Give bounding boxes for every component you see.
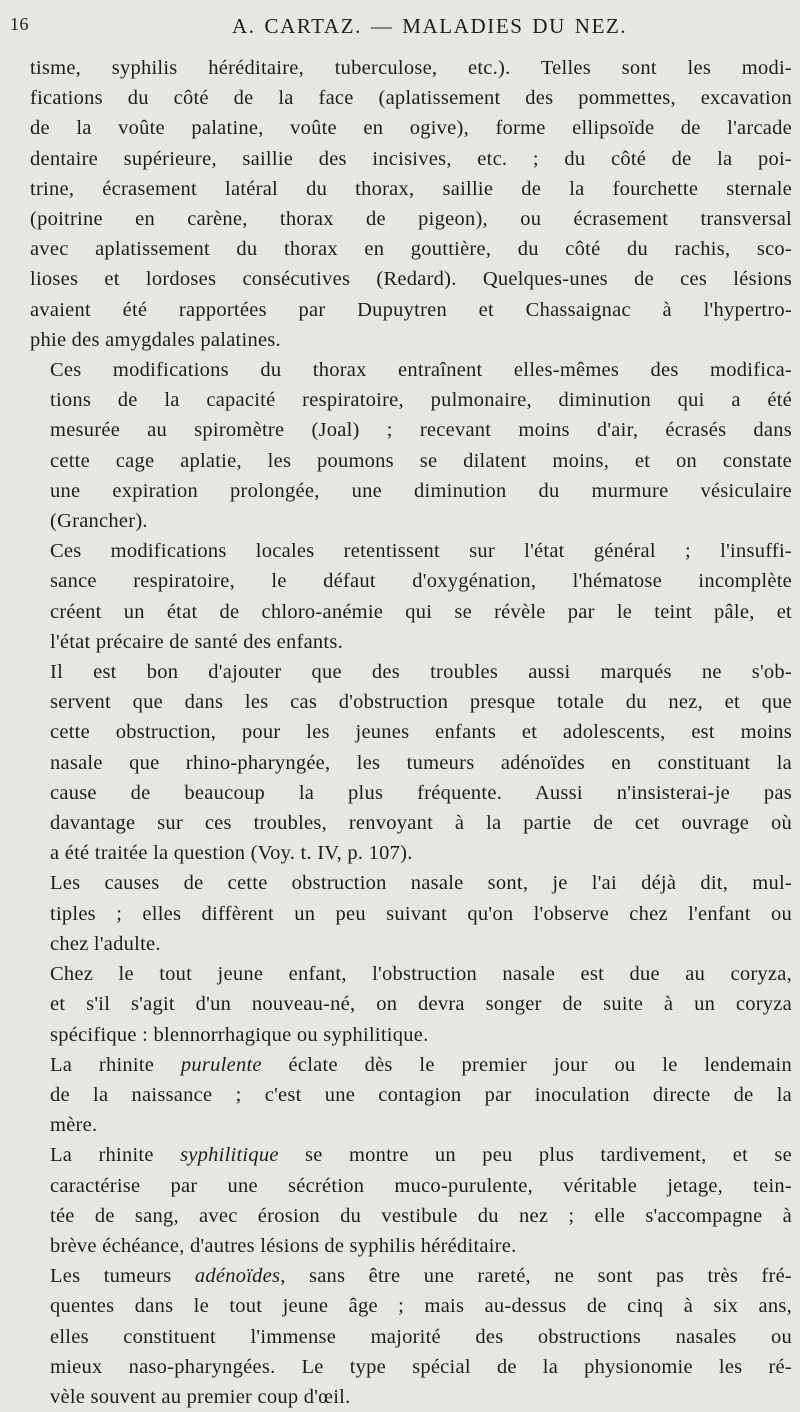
- text-line: Les tumeurs adénoïdes, sans être une rareté, ne sont pas très fré-: [50, 1265, 792, 1288]
- paragraph: [30, 53, 792, 355]
- text-line: mère.: [50, 1114, 98, 1137]
- text-line: spécifique : blennorrhagique ou syphilitique.: [50, 1023, 429, 1046]
- text-line: et s'il s'agit d'un nouveau-né, on devra songer de suite à un coryza: [50, 993, 792, 1016]
- text-line: sance respiratoire, le défaut d'oxygénation, l'hématose incomplète: [50, 570, 792, 593]
- paragraph: [30, 355, 792, 536]
- text-line: Chez le tout jeune enfant, l'obstruction nasale est due au coryza,: [50, 963, 792, 986]
- paragraph: [30, 1140, 792, 1261]
- text-line: avec aplatissement du thorax en gouttière, du côté du rachis, sco-: [30, 238, 792, 261]
- text-line: nasale que rhino-pharyngée, les tumeurs adénoïdes en constituant la: [50, 751, 792, 774]
- text-line: cette cage aplatie, les poumons se dilatent moins, et on constate: [50, 449, 792, 472]
- text-line: davantage sur ces troubles, renvoyant à la partie de cet ouvrage où: [50, 812, 792, 835]
- text-line: caractérise par une sécrétion muco-purulente, véritable jetage, tein-: [50, 1174, 792, 1197]
- text-line: La rhinite syphilitique se montre un peu plus tardivement, et se: [50, 1144, 792, 1167]
- text-line: de la naissance ; c'est une contagion par inoculation directe de la: [50, 1083, 792, 1106]
- text-line: vèle souvent au premier coup d'œil.: [50, 1385, 351, 1408]
- text-line: chez l'adulte.: [50, 932, 161, 955]
- text-line: Ces modifications locales retentissent sur l'état général ; l'insuffi-: [50, 540, 792, 563]
- text-line: cause de beaucoup la plus fréquente. Aussi n'insisterai-je pas: [50, 781, 792, 804]
- text-line: Ces modifications du thorax entraînent elles-mêmes des modifica-: [50, 359, 792, 382]
- paragraph: [30, 959, 792, 1050]
- text-line: phie des amygdales palatines.: [30, 328, 281, 351]
- paragraph: [30, 1050, 792, 1141]
- running-head: A. CARTAZ. — MALADIES DU NEZ.: [232, 14, 628, 38]
- text-line: avaient été rapportées par Dupuytren et Chassaignac à l'hypertro-: [30, 298, 792, 321]
- text-line: elles constituent l'immense majorité des obstructions nasales ou: [50, 1325, 792, 1348]
- text-line: tions de la capacité respiratoire, pulmonaire, diminution qui a été: [50, 389, 792, 412]
- text-line: servent que dans les cas d'obstruction presque totale du nez, et que: [50, 691, 792, 714]
- text-line: de la voûte palatine, voûte en ogive), forme ellipsoïde de l'arcade: [30, 117, 792, 140]
- paragraph: [30, 868, 792, 959]
- text-line: créent un état de chloro-anémie qui se révèle par le teint pâle, et: [50, 600, 792, 623]
- text-line: brève échéance, d'autres lésions de syphilis héréditaire.: [50, 1234, 517, 1257]
- text-line: (poitrine en carène, thorax de pigeon), ou écrasement transversal: [30, 208, 792, 231]
- text-line: tisme, syphilis héréditaire, tuberculose, etc.). Telles sont les modi-: [30, 57, 792, 79]
- text-line: cette obstruction, pour les jeunes enfants et adolescents, est moins: [50, 721, 792, 744]
- body-text: [30, 53, 792, 1412]
- text-line: La rhinite purulente éclate dès le premier jour ou le lendemain: [50, 1053, 792, 1076]
- text-line: mesurée au spiromètre (Joal) ; recevant moins d'air, écrasés dans: [50, 419, 792, 442]
- text-line: Les causes de cette obstruction nasale sont, je l'ai déjà dit, mul-: [50, 872, 792, 895]
- page-number: 16: [10, 14, 29, 34]
- paragraph: [30, 657, 792, 868]
- text-line: l'état précaire de santé des enfants.: [50, 630, 343, 653]
- text-line: dentaire supérieure, saillie des incisives, etc. ; du côté de la poi-: [30, 147, 792, 170]
- text-line: mieux naso-pharyngées. Le type spécial de la physionomie les ré-: [50, 1355, 792, 1378]
- text-line: trine, écrasement latéral du thorax, saillie de la fourchette sternale: [30, 177, 792, 200]
- text-line: a été traitée la question (Voy. t. IV, p. 107).: [50, 842, 413, 865]
- text-line: fications du côté de la face (aplatissement des pommettes, excavation: [30, 87, 792, 110]
- paragraph: [30, 536, 792, 657]
- text-line: une expiration prolongée, une diminution du murmure vésiculaire: [50, 479, 792, 502]
- text-line: Il est bon d'ajouter que des troubles aussi marqués ne s'ob-: [50, 661, 792, 684]
- text-line: tée de sang, avec érosion du vestibule du nez ; elle s'accompagne à: [50, 1204, 792, 1227]
- text-line: quentes dans le tout jeune âge ; mais au-dessus de cinq à six ans,: [50, 1295, 792, 1318]
- paragraph: [30, 1261, 792, 1412]
- text-line: lioses et lordoses consécutives (Redard). Quelques-unes de ces lésions: [30, 268, 792, 291]
- text-line: tiples ; elles diffèrent un peu suivant qu'on l'observe chez l'enfant ou: [50, 902, 792, 925]
- text-line: (Grancher).: [50, 510, 148, 533]
